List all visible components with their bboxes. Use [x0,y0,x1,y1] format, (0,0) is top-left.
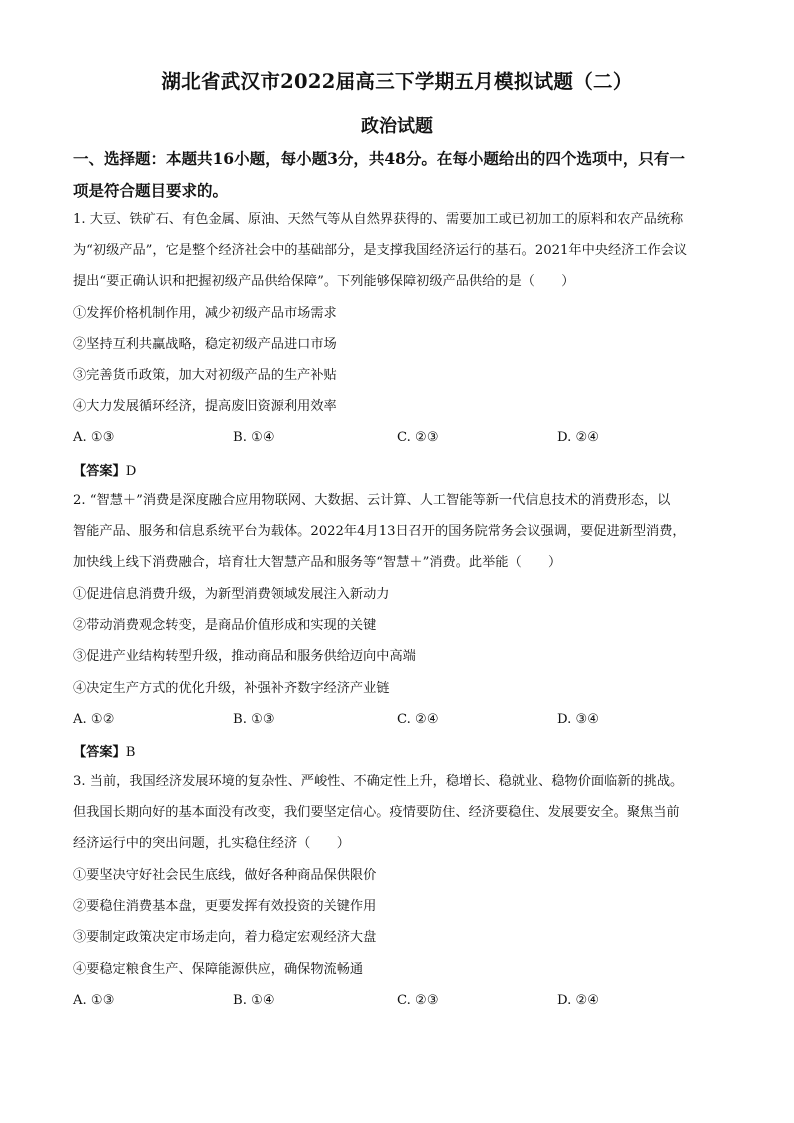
section-heading-line-2: 项是符合题目要求的。 [73,181,229,200]
statement-item: ④大力发展循环经济，提高废旧资源利用效率 [73,399,337,414]
statement-item: ④决定生产方式的优化升级，补强补齐数字经济产业链 [73,681,390,696]
option-a: A. ①③ [73,993,115,1008]
statement-item: ①发挥价格机制作用，减少初级产品市场需求 [73,306,337,321]
option-d: D. ②④ [557,430,600,445]
answer-value: B [125,745,136,760]
option-a: A. ①③ [73,430,115,445]
option-c: C. ②④ [397,712,439,727]
statement-item: ①促进信息消费升级，为新型消费领域发展注入新动力 [73,587,390,602]
option-a: A. ①② [73,712,115,727]
question-stem-line: 但我国长期向好的基本面没有改变，我们要坚定信心。疫情要防住、经济要稳住、发展要安全。聚焦当前 [73,805,680,820]
question-stem-line: 为“初级产品”，它是整个经济社会中的基础部分，是支撑我国经济运行的基石。2021年中央经济工作会议 [73,243,688,258]
statement-item: ②要稳住消费基本盘，更要发挥有效投资的关键作用 [73,899,377,914]
option-b: B. ①④ [233,430,275,445]
question-stem-line: 3. 当前，我国经济发展环境的复杂性、严峻性、不确定性上升，稳增长、稳就业、稳物价面临新的挑战。 [73,774,684,789]
question-stem-line: 智能产品、服务和信息系统平台为载体。2022年4月13日召开的国务院常务会议强调，要促进新型消费， [73,524,686,539]
statement-item: ①要坚决守好社会民生底线，做好各种商品保供限价 [73,868,377,883]
question-stem-line: 1. 大豆、铁矿石、有色金属、原油、天然气等从自然界获得的、需要加工或已初加工的原料和农产品统称 [73,212,684,227]
section-heading-line-1: 一、选择题：本题共16小题，每小题3分，共48分。在每小题给出的四个选项中，只有一 [73,149,685,168]
statement-item: ③促进产业结构转型升级，推动商品和服务供给迈向中高端 [73,649,416,664]
answer-options [73,991,733,1011]
answer-options [73,428,733,448]
statement-item: ④要稳定粮食生产、保障能源供应，确保物流畅通 [73,962,364,977]
question-stem-line: 经济运行中的突出问题，扎实稳住经济（ ） [73,836,350,851]
answer-options [73,710,733,730]
option-c: C. ②③ [397,993,439,1008]
option-c: C. ②③ [397,430,439,445]
option-d: D. ②④ [557,993,600,1008]
answer-line [73,743,135,763]
answer-tag: 【答案】 [73,464,126,479]
statement-item: ②坚持互利共赢战略，稳定初级产品进口市场 [73,337,337,352]
statement-item: ②带动消费观念转变，是商品价值形成和实现的关键 [73,618,377,633]
option-b: B. ①④ [233,993,275,1008]
subject-title: 政治试题 [361,116,433,137]
question-stem-line: 加快线上线下消费融合，培育壮大智慧产品和服务等“智慧＋”消费。此举能（ ） [73,555,562,570]
question-stem-line: 2. “智慧＋”消费是深度融合应用物联网、大数据、云计算、人工智能等新一代信息技术的消费形态，以 [73,493,671,508]
question-stem-line: 提出“要正确认识和把握初级产品供给保障”。下列能够保障初级产品供给的是（ ） [73,274,575,289]
answer-tag: 【答案】 [73,745,126,760]
option-d: D. ③④ [557,712,600,727]
statement-item: ③完善货币政策，加大对初级产品的生产补贴 [73,368,337,383]
answer-line [73,462,136,482]
statement-item: ③要制定政策决定市场走向，着力稳定宏观经济大盘 [73,930,377,945]
exam-title: 湖北省武汉市2022届高三下学期五月模拟试题（二） [161,70,633,93]
answer-value: D [125,464,137,479]
option-b: B. ①③ [233,712,275,727]
